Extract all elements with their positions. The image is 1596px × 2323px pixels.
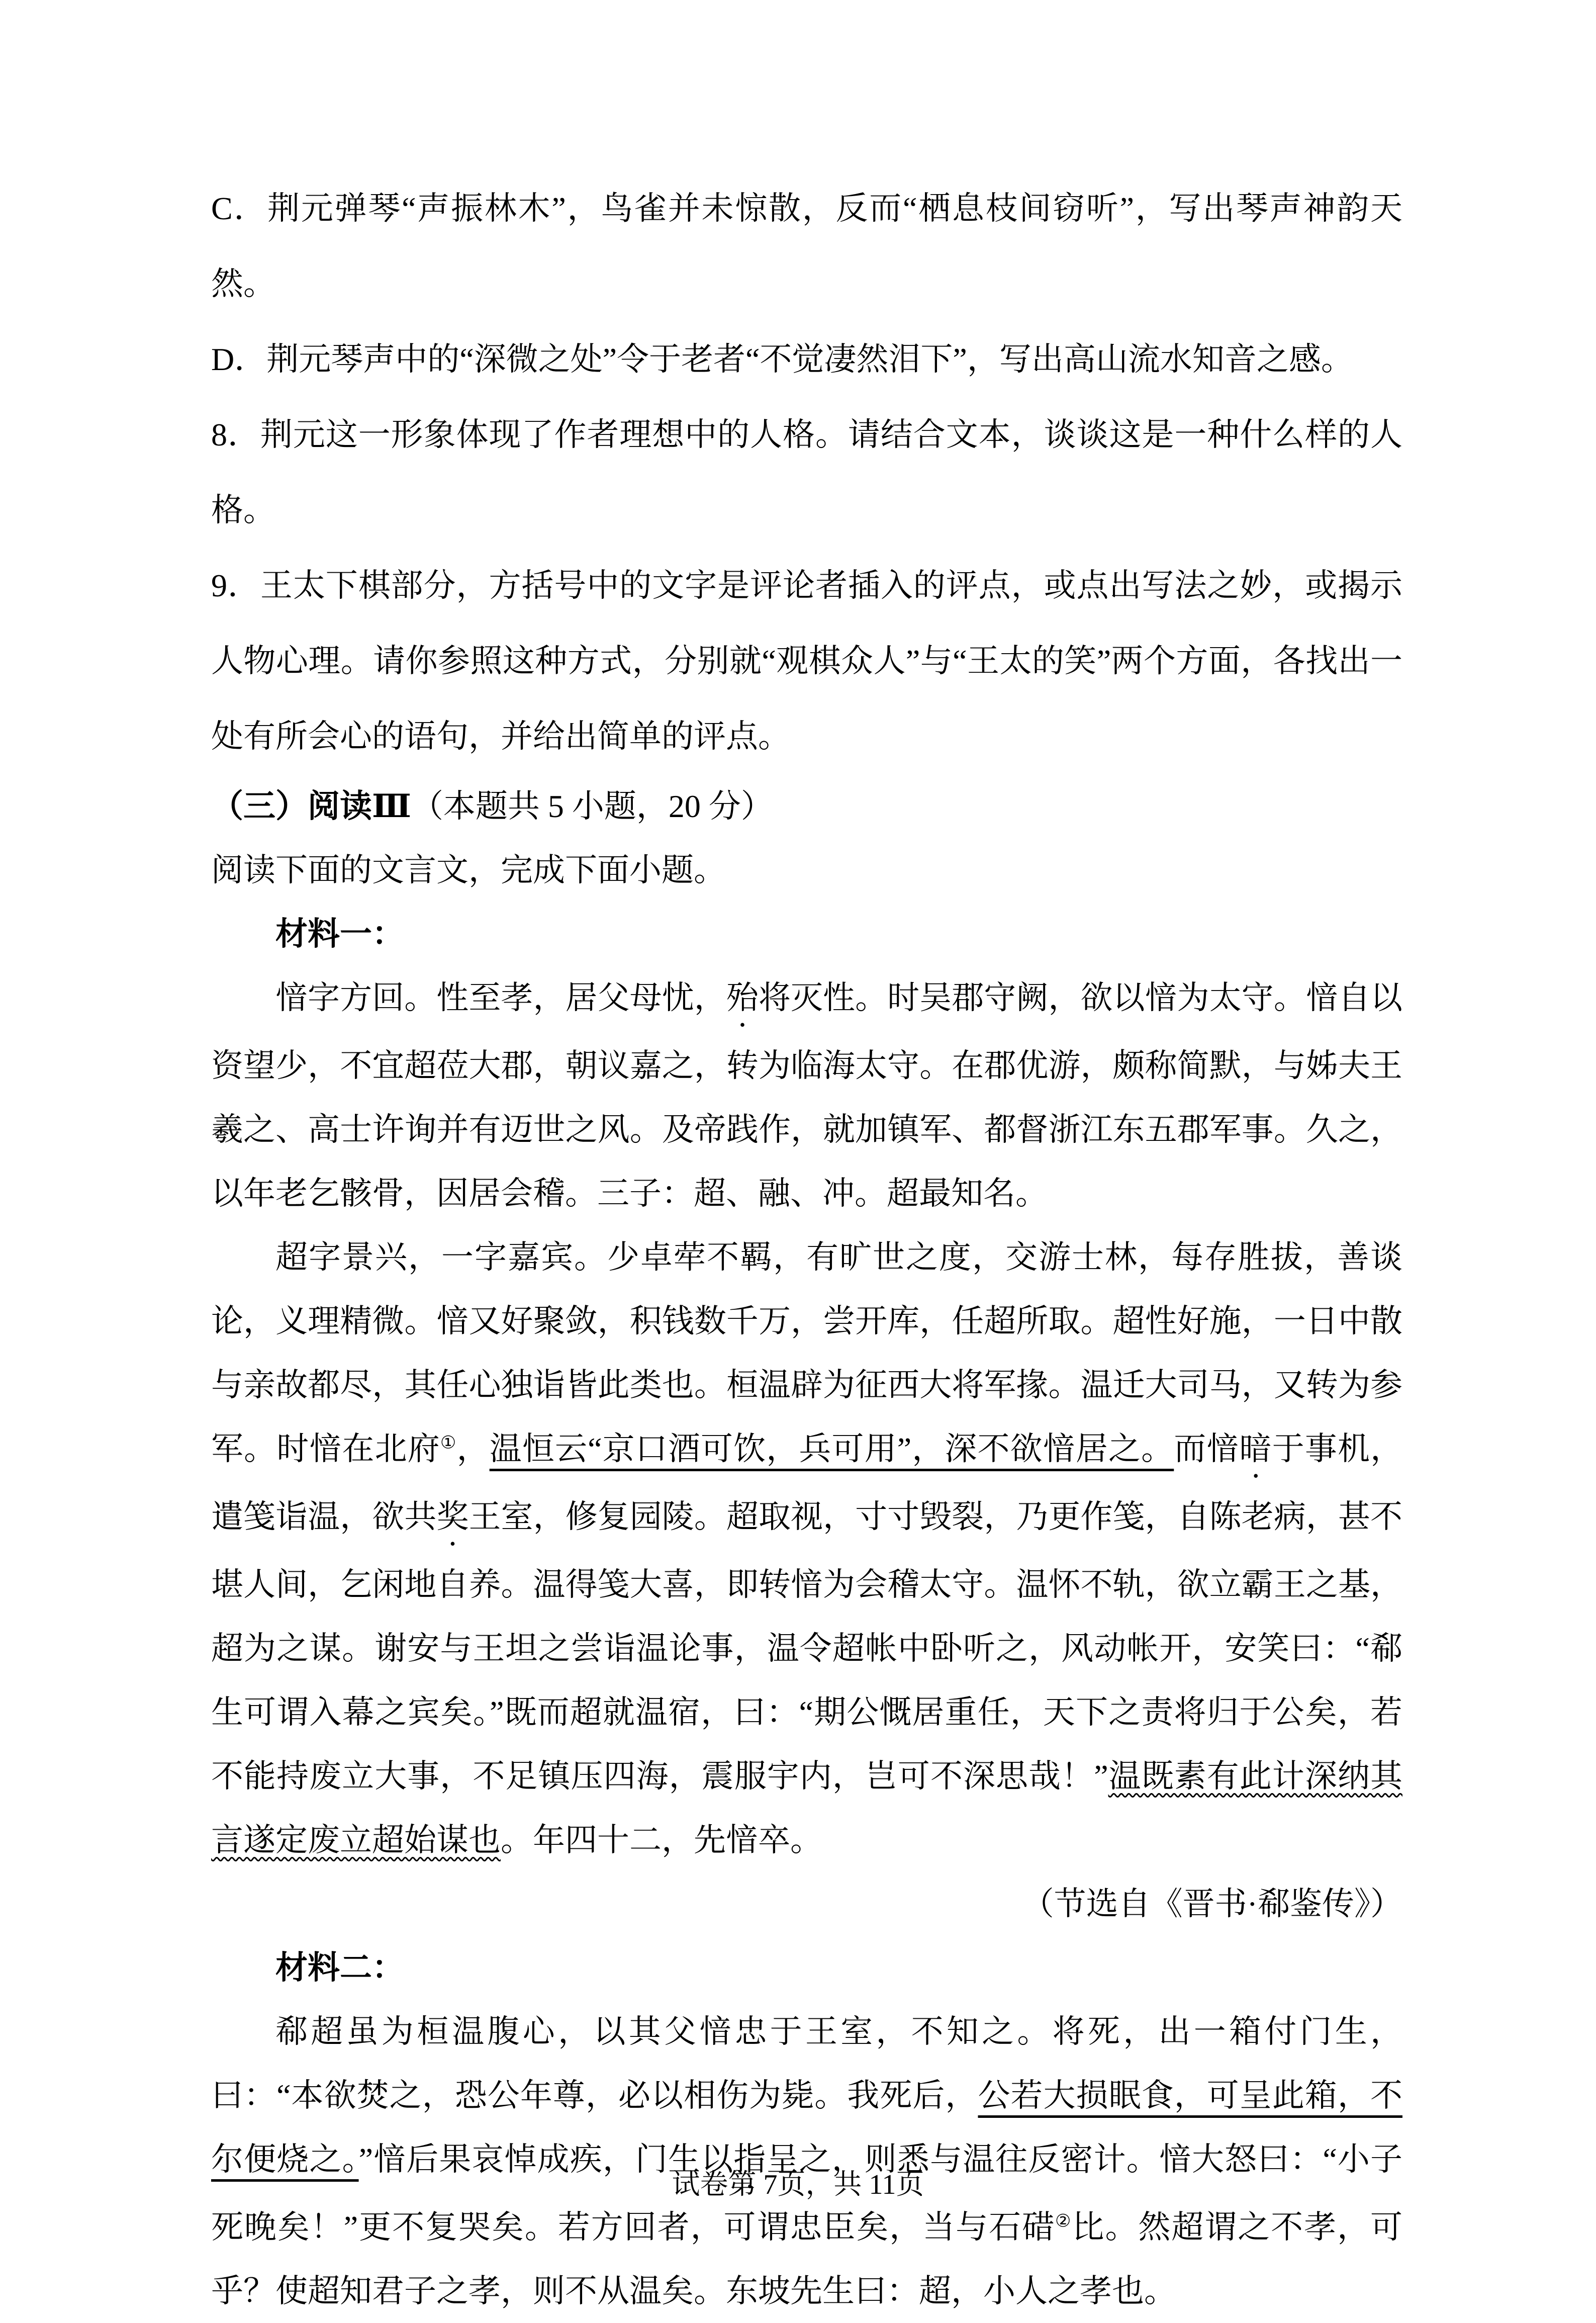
section-header-reading-3 — [211, 774, 1402, 838]
text-run: （本题共 5 小题，20 分） — [411, 788, 773, 824]
emphasis-dot-char: 指 — [733, 2141, 767, 2177]
text-run: C．荆元弹琴“声振林木”，鸟雀并未惊散，反而“栖息枝间窃听”，写出琴声神韵天然。 — [211, 191, 1402, 302]
choice-option-c — [211, 171, 1402, 322]
exam-content — [211, 171, 1402, 2323]
material-2-paragraph-1 — [211, 2000, 1402, 2323]
emphasis-dot-char: 殆 — [726, 980, 759, 1016]
text-run: 比。然超谓之不孝，可乎？使超知君子之孝，则不从温矣。东坡先生曰：超，小人之孝也。 — [211, 2209, 1403, 2309]
emphasis-dot-char: 暗 — [1239, 1431, 1272, 1467]
material-1-paragraph-1 — [211, 966, 1402, 1225]
text-run: 呈之，则悉与温往反密计。愔大怒曰：“小子死晚矣！”更不复哭矣。若方回者，可谓忠臣矣，当与石碏 — [211, 2141, 1403, 2245]
material-2-label — [211, 1936, 1402, 2000]
reading-instruction — [211, 838, 1402, 902]
page-footer — [0, 2162, 1596, 2202]
underlined-text: 温恒云“京口酒可饮，兵可用”，深不欲愔居之。 — [489, 1431, 1174, 1467]
text-run: 超字景兴，一字嘉宾。少卓荦不羁，有旷世之度，交游士林，每存胜拔，善谈论，义理精微。愔又好聚敛，积钱数千万，尝开库，任超所取。超性好施，一日中散与亲故都尽，其任心独诣皆此类也。桓温辟为征西大将军掾。温迁大司马，又转为参军。时愔在北府 — [211, 1239, 1402, 1467]
material-1-paragraph-2 — [211, 1225, 1402, 1872]
text-run: 于事机，遣笺诣温，欲共 — [211, 1431, 1403, 1535]
page-number: 试卷第 7页，共 11页 — [672, 2169, 924, 2200]
text-run: 而愔 — [1174, 1431, 1240, 1467]
text-run: 8．荆元这一形象体现了作者理想中的人格。请结合文本，谈谈这是一种什么样的人格。 — [211, 417, 1402, 528]
question-8 — [211, 397, 1402, 548]
text-run: ”愔后果哀悼成疾，门生以 — [358, 2141, 734, 2177]
text-run: 9．王太下棋部分，方括号中的文字是评论者插入的评点，或点出写法之妙，或揭示人物心理。请你参照这种方式，分别就“观棋众人”与“王太的笑”两个方面，各找出一处有所会心的语句，并给出简单的评点。 — [211, 568, 1402, 754]
text-run: 将灭性。时吴郡守阙，欲以愔为太守。愔自以资望少，不宜超莅大郡，朝议嘉之，转为临海太守。在郡优游，颇称简默，与姊夫王羲之、高士许询并有迈世之风。及帝践作，就加镇军、都督浙江东五郡军事。久之，以年老乞骸骨，因居会稽。三子：超、融、冲。超最知名。 — [211, 980, 1403, 1211]
footnote-ref: ② — [1055, 2211, 1072, 2231]
material-1-label — [211, 902, 1402, 966]
choice-option-d — [211, 322, 1402, 397]
text-run: D．荆元琴声中的“深微之处”令于老者“不觉凄然泪下”，写出高山流水知音之感。 — [211, 341, 1353, 377]
text-run: ， — [456, 1431, 490, 1467]
bold-text: 材料二： — [275, 1950, 404, 1986]
bold-text: 材料一： — [275, 916, 404, 952]
footnote-ref: ① — [440, 1433, 457, 1453]
text-run: 。年四十二，先愔卒。 — [501, 1822, 822, 1858]
underlined-text: 公若大损眠食，可呈此箱，不尔便烧之。 — [211, 2078, 1402, 2177]
text-run: 王室，修复园陵。超取视，寸寸毁裂，乃更作笺，自陈老病，甚不堪人间，乞闲地自养。温得笺大喜，即转愔为会稽太守。温怀不轨，欲立霸王之基，超为之谋。谢安与王坦之尝诣温论事，温令超帐中卧听之，风动帐开，安笑曰：“郗生可谓入幕之宾矣。”既而超就温宿，曰：“期公慨居重任，天下之责将归于公矣，若不能持废立大事，不足镇压四海，震服宇内，岂可不深思哉！” — [211, 1499, 1403, 1794]
text-run: 郗超虽为桓温腹心，以其父愔忠于王室，不知之。将死，出一箱付门生，曰：“本欲焚之，恐公年尊，必以相伤为毙。我死后， — [211, 2014, 1402, 2113]
text-run: 阅读下面的文言文，完成下面小题。 — [211, 852, 726, 888]
text-run: （节选自《晋书·郗鉴传》） — [1021, 1886, 1402, 1922]
text-run: 愔字方回。性至孝，居父母忧， — [275, 980, 726, 1016]
wavy-underlined-text: 温既素有此计深纳其言遂定废立超始谋也 — [211, 1758, 1403, 1858]
material-1-source — [211, 1872, 1402, 1936]
question-9 — [211, 548, 1402, 774]
bold-text: （三）阅读Ⅲ — [211, 788, 411, 824]
emphasis-dot-char: 奖 — [436, 1499, 469, 1535]
